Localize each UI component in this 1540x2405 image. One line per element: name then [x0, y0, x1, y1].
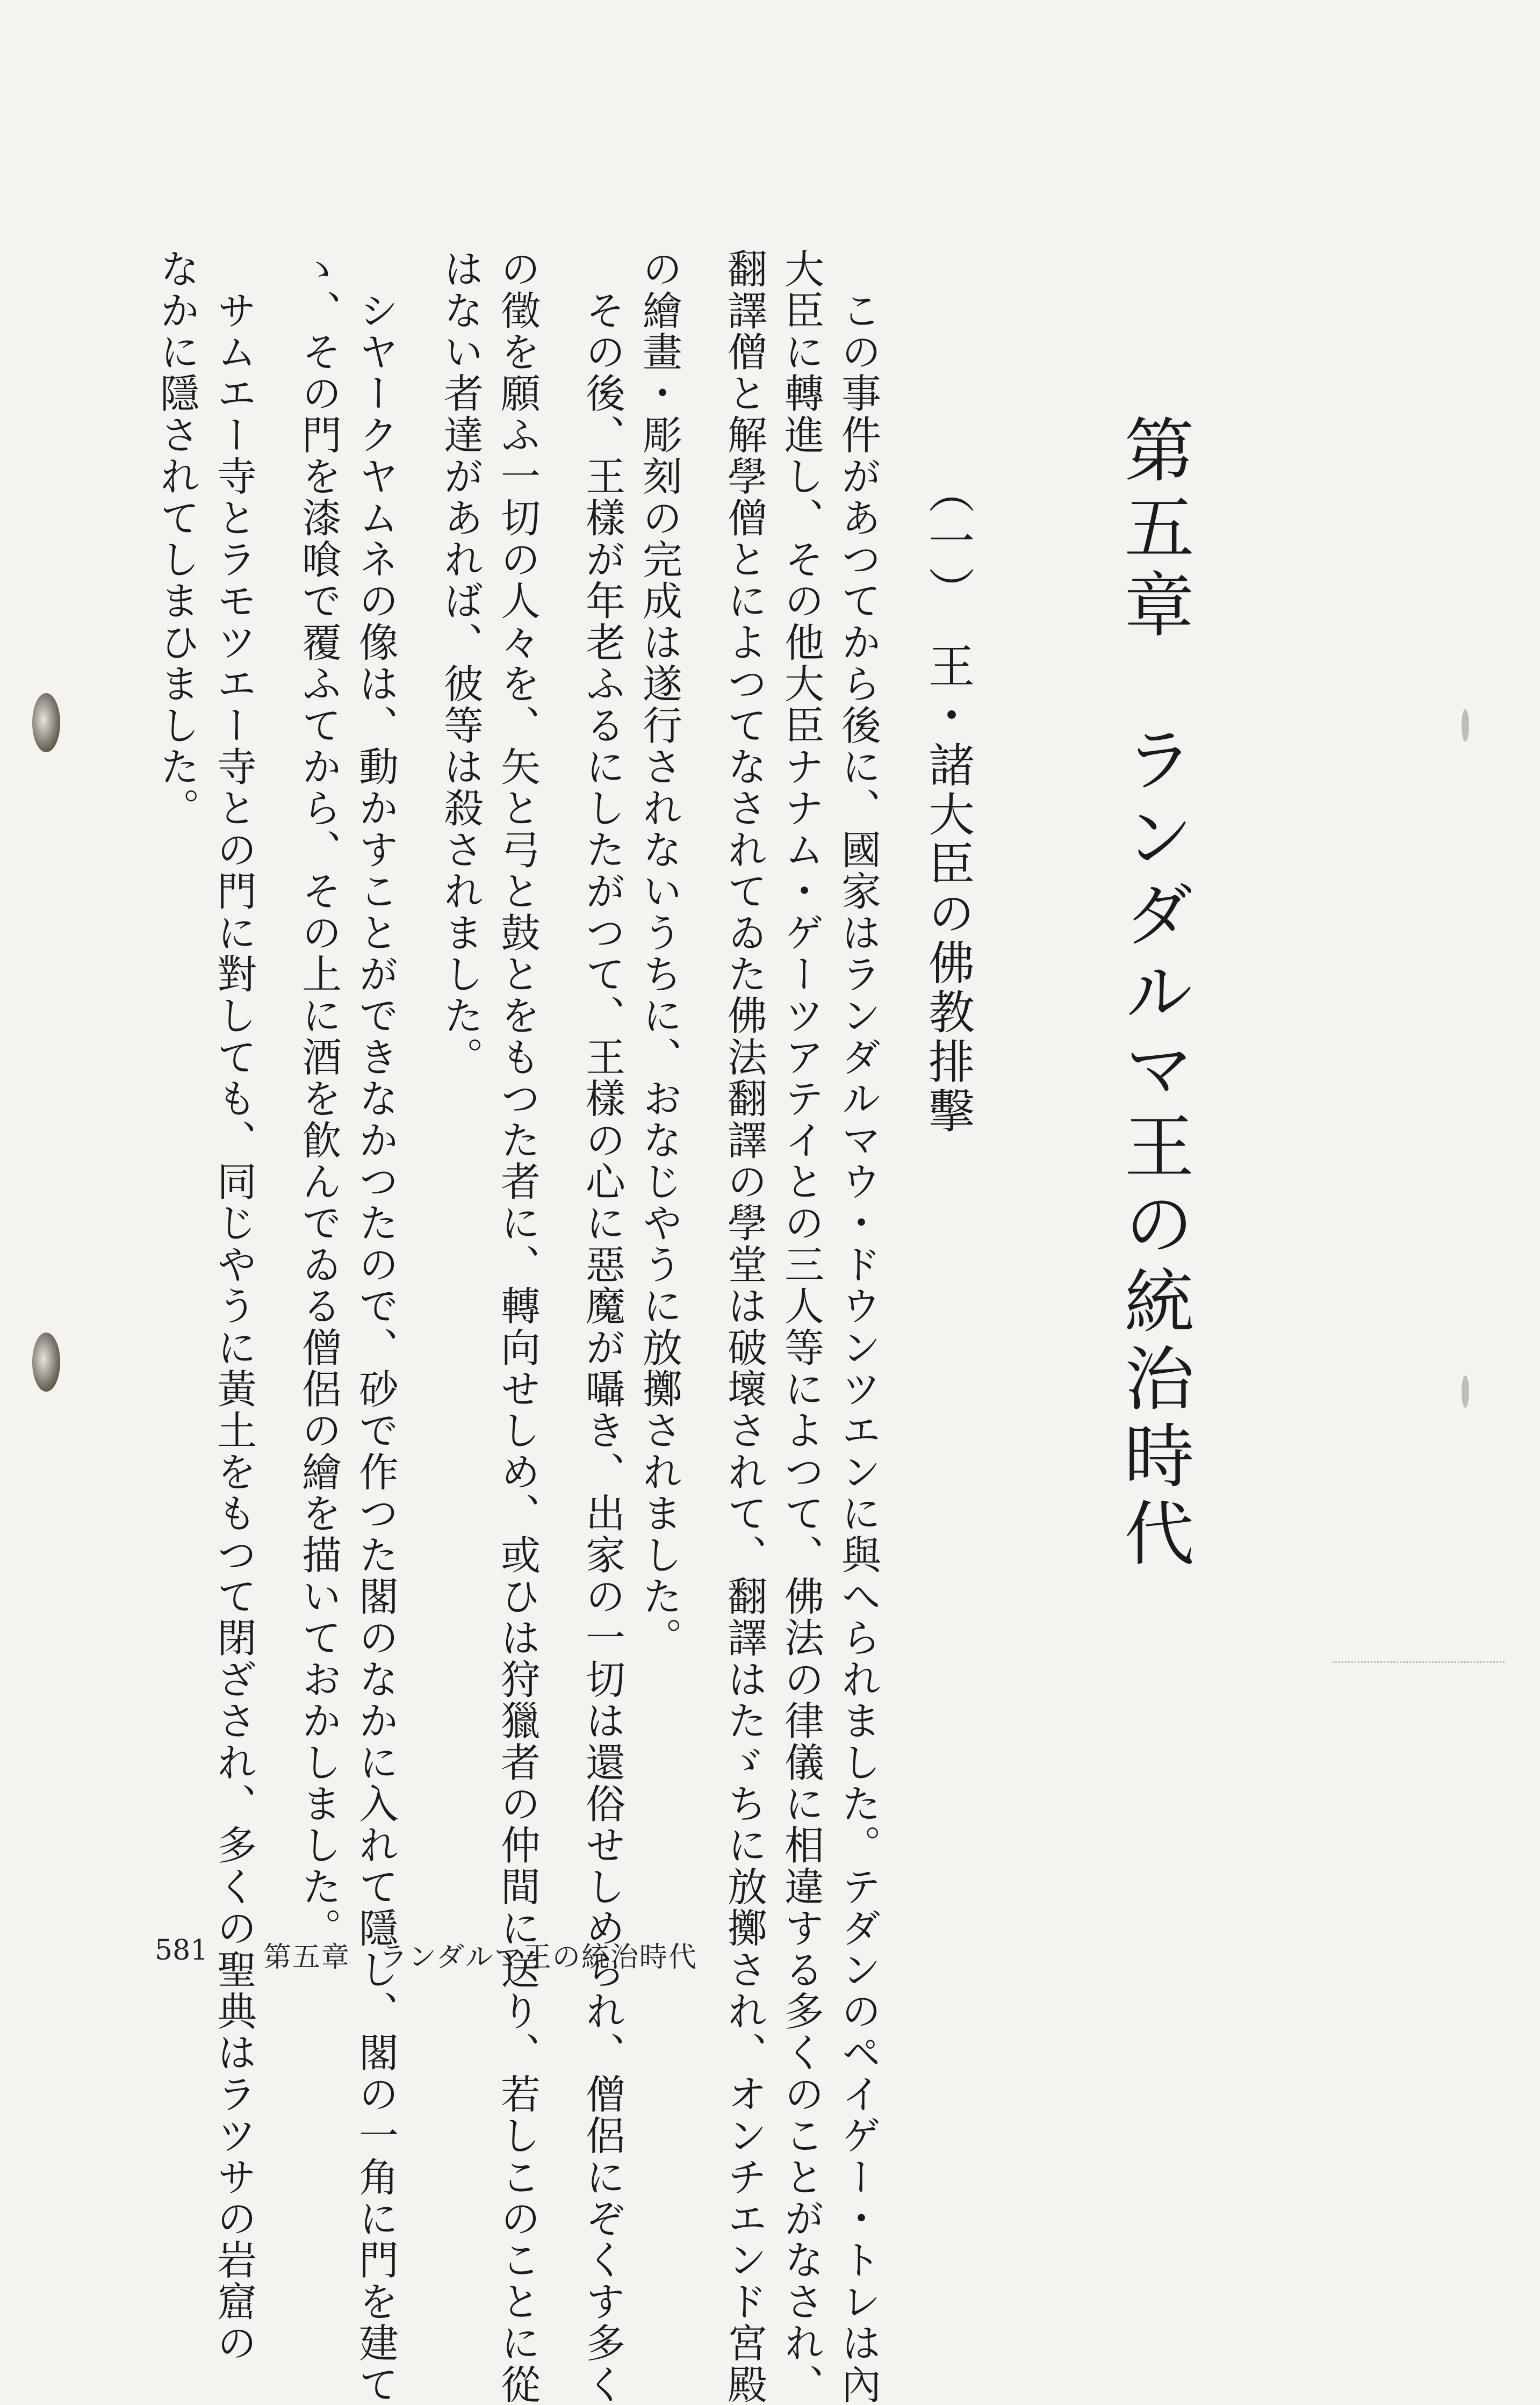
body-line: その後、王樣が年老ふるにしたがつて、王樣の心に惡魔が囁き、出家の一切は還俗せしめられ、僧侶にぞくす多く	[579, 248, 625, 2405]
body-line: 翻譯僧と解學僧とによつてなされてゐた佛法翻譯の學堂は破壞されて、翻譯はたゞちに放擲され、オンチエンド宮殿	[721, 248, 767, 2405]
section-heading: （一） 王・諸大臣の佛教排擊	[920, 467, 974, 1136]
edge-mark	[1462, 709, 1469, 741]
binding-hole	[32, 1333, 60, 1392]
body-line: はない者達があれば、彼等は殺されました。	[437, 248, 484, 1078]
chapter-title: 第五章 ランダルマ王の統治時代	[1113, 414, 1194, 1574]
body-line: シヤークヤムネの像は、動かすことができなかつたので、砂で作つた閣のなかに入れて隱し、閣の一角に門を建て	[352, 248, 399, 2405]
body-line: の繪畫・彫刻の完成は遂行されないうちに、おなじやうに放擲されました。	[636, 248, 682, 1659]
body-line: この事件があつてから後に、國家はランダルマウ・ドウンツエンに與へられました。テダンのペイゲー・トレは內	[835, 248, 881, 2405]
body-line: 大臣に轉進し、その他大臣ナナム・ゲーツアテイとの三人等によつて、佛法の律儀に相違する多くのことがなされ、	[778, 248, 824, 2405]
running-header: 第五章 ランダルマ王の統治時代	[263, 1941, 697, 1974]
body-line: なかに隱されてしまひました。	[154, 248, 200, 829]
body-line: の徵を願ふ一切の人々を、矢と弓と鼓とをもつた者に、轉向せしめ、或ひは狩獵者の仲間に送り、若しこのことに從	[494, 248, 541, 2405]
body-line: ゝ、その門を漆喰で覆ふてから、その上に酒を飮んでゐる僧侶の繪を描いておかしました。	[296, 248, 342, 1949]
dotted-rule	[1333, 1661, 1505, 1663]
page-number: 581	[155, 1934, 208, 1967]
binding-hole	[32, 693, 60, 752]
edge-mark	[1462, 1376, 1469, 1408]
body-line: サムエー寺とラモツエー寺との門に對しても、同じやうに黃土をもつて閉ざされ、多くの聖典はラツサの岩窟の	[211, 248, 257, 2364]
